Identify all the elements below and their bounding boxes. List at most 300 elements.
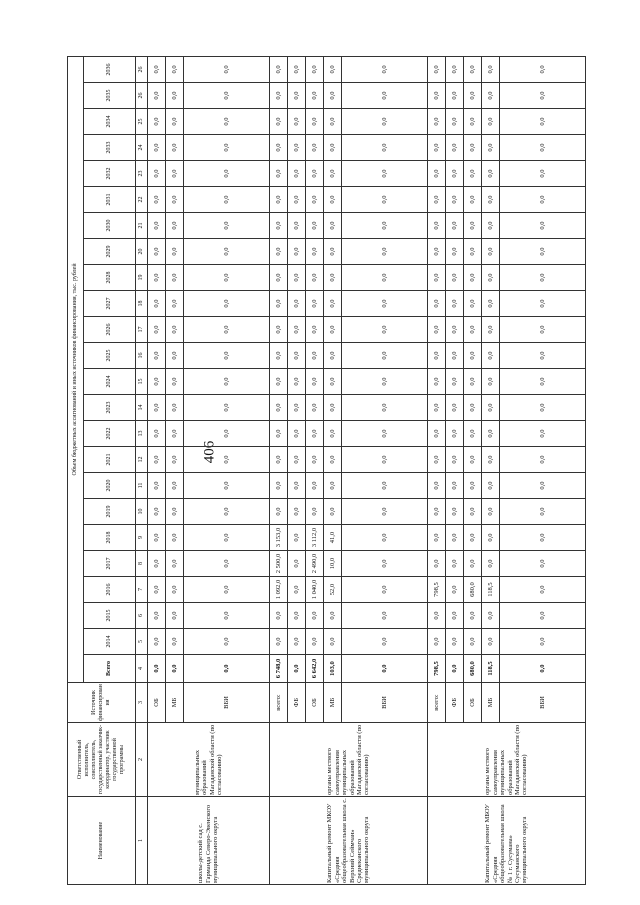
row-value: 0,0 xyxy=(306,213,324,239)
row-value: 0,0 xyxy=(166,239,184,265)
row-value: 2 490,0 xyxy=(306,551,324,577)
row-value: 0,0 xyxy=(184,56,270,82)
header-column-number: 6 xyxy=(136,603,148,629)
row-total: 680,0 xyxy=(464,655,482,683)
row-value: 3 112,0 xyxy=(306,525,324,551)
header-year: 2032 xyxy=(84,161,136,187)
row-value: 0,0 xyxy=(446,447,464,473)
row-value: 0,0 xyxy=(428,187,446,213)
row-value: 0,0 xyxy=(184,577,270,603)
header-column-number: 17 xyxy=(136,317,148,343)
row-value: 0,0 xyxy=(166,343,184,369)
row-value: 0,0 xyxy=(184,629,270,655)
row-value: 0,0 xyxy=(148,135,166,161)
row-value: 0,0 xyxy=(464,369,482,395)
row-value: 0,0 xyxy=(288,447,306,473)
row-value: 0,0 xyxy=(324,395,342,421)
header-year: 2029 xyxy=(84,239,136,265)
row-value: 0,0 xyxy=(446,56,464,82)
row-value: 0,0 xyxy=(500,369,586,395)
row-value: 0,0 xyxy=(428,291,446,317)
header-year: 2033 xyxy=(84,135,136,161)
row-value: 0,0 xyxy=(306,603,324,629)
row-value: 0,0 xyxy=(306,291,324,317)
row-value: 0,0 xyxy=(288,629,306,655)
header-total: Всего xyxy=(84,655,136,683)
row-value: 0,0 xyxy=(482,317,500,343)
row-value: 0,0 xyxy=(148,629,166,655)
row-value: 0,0 xyxy=(270,395,288,421)
row-value: 0,0 xyxy=(500,447,586,473)
row-value: 0,0 xyxy=(184,603,270,629)
row-value: 0,0 xyxy=(342,213,428,239)
row-value: 0,0 xyxy=(500,603,586,629)
row-source: ОБ xyxy=(306,683,324,723)
row-value: 0,0 xyxy=(428,213,446,239)
header-column-number: 4 xyxy=(136,655,148,683)
row-value: 0,0 xyxy=(464,343,482,369)
row-value: 0,0 xyxy=(428,109,446,135)
row-value: 0,0 xyxy=(342,473,428,499)
page-number: 406 xyxy=(201,440,218,464)
header-year: 2028 xyxy=(84,265,136,291)
row-value: 0,0 xyxy=(270,135,288,161)
row-value: 0,0 xyxy=(500,161,586,187)
row-value: 0,0 xyxy=(324,317,342,343)
financing-table xyxy=(67,56,586,885)
row-value: 0,0 xyxy=(446,395,464,421)
row-value: 0,0 xyxy=(288,603,306,629)
row-value: 0,0 xyxy=(500,56,586,82)
row-value: 0,0 xyxy=(288,499,306,525)
row-value: 0,0 xyxy=(288,473,306,499)
row-value: 0,0 xyxy=(464,239,482,265)
row-value: 0,0 xyxy=(500,629,586,655)
row-value: 0,0 xyxy=(184,369,270,395)
header-column-number: 2 xyxy=(136,723,148,797)
row-value: 0,0 xyxy=(306,109,324,135)
header-year: 2026 xyxy=(84,317,136,343)
row-value: 0,0 xyxy=(482,161,500,187)
row-responsible: муниципальных образований Магаданской области (по согласованию) xyxy=(148,723,270,797)
row-value: 0,0 xyxy=(342,499,428,525)
row-value: 0,0 xyxy=(270,369,288,395)
row-value: 0,0 xyxy=(464,161,482,187)
row-value: 0,0 xyxy=(342,135,428,161)
row-value: 0,0 xyxy=(324,265,342,291)
row-value: 0,0 xyxy=(288,187,306,213)
row-value: 0,0 xyxy=(306,421,324,447)
row-name: школы-детский сад с. Гарманда Северо-Эвенского муниципального округа xyxy=(148,797,270,885)
row-total: 0,0 xyxy=(446,655,464,683)
header-year: 2023 xyxy=(84,395,136,421)
row-value: 0,0 xyxy=(324,56,342,82)
row-value: 0,0 xyxy=(464,473,482,499)
row-value: 0,0 xyxy=(184,343,270,369)
row-value: 0,0 xyxy=(500,395,586,421)
header-responsible: Ответственный исполнитель, соисполнитель, государственный заказчик-координатор, участник государственной программы xyxy=(68,723,136,797)
header-column-number: 3 xyxy=(136,683,148,723)
header-year: 2021 xyxy=(84,447,136,473)
row-value: 0,0 xyxy=(482,421,500,447)
row-value: 0,0 xyxy=(428,83,446,109)
row-value: 0,0 xyxy=(324,603,342,629)
row-value: 0,0 xyxy=(482,56,500,82)
row-value: 0,0 xyxy=(428,395,446,421)
row-total: 6 748,0 xyxy=(270,655,288,683)
row-value: 0,0 xyxy=(148,213,166,239)
row-value: 0,0 xyxy=(446,291,464,317)
row-value: 0,0 xyxy=(446,187,464,213)
row-value: 0,0 xyxy=(500,473,586,499)
row-value: 0,0 xyxy=(148,161,166,187)
row-source: всего: xyxy=(428,683,446,723)
header-year: 2019 xyxy=(84,499,136,525)
row-value: 0,0 xyxy=(148,265,166,291)
row-value: 0,0 xyxy=(500,551,586,577)
row-value: 0,0 xyxy=(184,395,270,421)
row-value: 0,0 xyxy=(148,499,166,525)
row-value: 0,0 xyxy=(446,473,464,499)
row-value: 0,0 xyxy=(482,109,500,135)
row-value: 0,0 xyxy=(148,577,166,603)
row-value: 0,0 xyxy=(166,109,184,135)
row-value: 0,0 xyxy=(306,239,324,265)
row-value: 0,0 xyxy=(500,109,586,135)
row-value: 0,0 xyxy=(166,395,184,421)
row-value: 0,0 xyxy=(306,447,324,473)
row-value: 0,0 xyxy=(166,187,184,213)
row-value: 0,0 xyxy=(342,395,428,421)
row-value: 680,0 xyxy=(464,577,482,603)
row-value: 0,0 xyxy=(482,187,500,213)
header-year: 2014 xyxy=(84,629,136,655)
row-value: 0,0 xyxy=(446,135,464,161)
row-name: Капитальный ремонт МКОУ «Средняя общеобразовательная школа с. Верхний Сеймчан» Среднеканского муниципального округа xyxy=(270,797,428,885)
row-value: 0,0 xyxy=(342,421,428,447)
row-value: 0,0 xyxy=(342,603,428,629)
row-value: 0,0 xyxy=(148,239,166,265)
header-year: 2036 xyxy=(84,56,136,82)
row-value: 0,0 xyxy=(288,551,306,577)
header-column-number: 25 xyxy=(136,109,148,135)
row-value: 0,0 xyxy=(288,291,306,317)
row-value: 0,0 xyxy=(446,343,464,369)
row-value: 0,0 xyxy=(482,343,500,369)
row-value: 0,0 xyxy=(184,161,270,187)
row-value: 0,0 xyxy=(464,135,482,161)
row-total: 6 642,0 xyxy=(306,655,324,683)
table-row xyxy=(270,56,288,884)
row-total: 0,0 xyxy=(166,655,184,683)
row-value: 0,0 xyxy=(306,265,324,291)
row-value: 0,0 xyxy=(148,343,166,369)
row-value: 0,0 xyxy=(306,343,324,369)
row-value: 0,0 xyxy=(166,525,184,551)
row-value: 0,0 xyxy=(482,395,500,421)
row-value: 0,0 xyxy=(270,629,288,655)
row-value: 0,0 xyxy=(324,161,342,187)
header-column-number: 18 xyxy=(136,291,148,317)
row-value: 0,0 xyxy=(446,161,464,187)
row-value: 0,0 xyxy=(270,473,288,499)
row-value: 0,0 xyxy=(148,395,166,421)
header-year: 2022 xyxy=(84,421,136,447)
row-value: 0,0 xyxy=(166,499,184,525)
row-value: 0,0 xyxy=(306,83,324,109)
row-value: 798,5 xyxy=(428,577,446,603)
row-value: 0,0 xyxy=(306,395,324,421)
row-value: 0,0 xyxy=(446,525,464,551)
row-value: 0,0 xyxy=(184,317,270,343)
row-value: 0,0 xyxy=(148,421,166,447)
row-value: 0,0 xyxy=(342,629,428,655)
row-value: 0,0 xyxy=(446,551,464,577)
row-value: 0,0 xyxy=(270,213,288,239)
rotated-table-area xyxy=(67,61,546,885)
row-value: 0,0 xyxy=(288,109,306,135)
row-source: ОБ xyxy=(148,683,166,723)
row-value: 0,0 xyxy=(446,109,464,135)
row-value: 0,0 xyxy=(428,447,446,473)
row-value: 0,0 xyxy=(500,135,586,161)
row-value: 0,0 xyxy=(166,447,184,473)
header-year: 2034 xyxy=(84,109,136,135)
row-value: 0,0 xyxy=(288,83,306,109)
row-value: 0,0 xyxy=(482,369,500,395)
row-value: 0,0 xyxy=(482,265,500,291)
row-value: 0,0 xyxy=(306,187,324,213)
row-value: 118,5 xyxy=(482,577,500,603)
row-value: 0,0 xyxy=(148,83,166,109)
row-value: 0,0 xyxy=(446,239,464,265)
row-value: 0,0 xyxy=(342,187,428,213)
row-value: 0,0 xyxy=(324,499,342,525)
row-source: ОБ xyxy=(464,683,482,723)
row-value: 0,0 xyxy=(464,56,482,82)
row-value: 0,0 xyxy=(482,499,500,525)
row-value: 0,0 xyxy=(270,317,288,343)
row-value: 52,0 xyxy=(324,577,342,603)
header-column-number: 12 xyxy=(136,447,148,473)
row-value: 0,0 xyxy=(148,551,166,577)
row-value: 0,0 xyxy=(270,187,288,213)
header-column-number: 16 xyxy=(136,343,148,369)
row-value: 0,0 xyxy=(428,525,446,551)
row-value: 0,0 xyxy=(270,421,288,447)
row-value: 0,0 xyxy=(446,369,464,395)
row-source: МБ xyxy=(166,683,184,723)
row-value: 0,0 xyxy=(342,56,428,82)
header-column-number: 10 xyxy=(136,499,148,525)
row-value: 0,0 xyxy=(166,369,184,395)
row-value: 0,0 xyxy=(482,291,500,317)
row-value: 0,0 xyxy=(270,161,288,187)
row-value: 0,0 xyxy=(500,421,586,447)
row-value: 0,0 xyxy=(166,603,184,629)
row-value: 0,0 xyxy=(324,187,342,213)
row-total: 0,0 xyxy=(342,655,428,683)
row-value: 0,0 xyxy=(500,317,586,343)
row-value: 0,0 xyxy=(428,161,446,187)
row-value: 0,0 xyxy=(482,525,500,551)
header-year: 2030 xyxy=(84,213,136,239)
header-year: 2027 xyxy=(84,291,136,317)
row-value: 0,0 xyxy=(288,525,306,551)
row-value: 0,0 xyxy=(342,447,428,473)
row-value: 0,0 xyxy=(342,317,428,343)
row-value: 0,0 xyxy=(446,577,464,603)
row-value: 0,0 xyxy=(148,291,166,317)
row-value: 0,0 xyxy=(428,343,446,369)
row-value: 0,0 xyxy=(166,551,184,577)
row-value: 0,0 xyxy=(306,499,324,525)
row-value: 2 500,0 xyxy=(270,551,288,577)
row-value: 0,0 xyxy=(148,56,166,82)
row-value: 0,0 xyxy=(482,551,500,577)
row-value: 0,0 xyxy=(288,161,306,187)
row-value: 0,0 xyxy=(446,499,464,525)
row-value: 0,0 xyxy=(464,265,482,291)
row-name: Капитальный ремонт МБОУ «Средняя общеобразовательная школа № 1 г. Сусумана» Сусуманского муниципального округа xyxy=(428,797,586,885)
row-value: 0,0 xyxy=(184,291,270,317)
row-value: 0,0 xyxy=(324,421,342,447)
row-value: 0,0 xyxy=(270,83,288,109)
row-value: 0,0 xyxy=(184,109,270,135)
row-total: 0,0 xyxy=(148,655,166,683)
row-value: 0,0 xyxy=(500,343,586,369)
row-value: 0,0 xyxy=(166,473,184,499)
row-value: 0,0 xyxy=(500,291,586,317)
row-total: 0,0 xyxy=(500,655,586,683)
row-value: 0,0 xyxy=(184,421,270,447)
row-value: 0,0 xyxy=(166,421,184,447)
row-value: 0,0 xyxy=(166,83,184,109)
row-value: 0,0 xyxy=(324,239,342,265)
row-value: 0,0 xyxy=(500,239,586,265)
header-column-number: 14 xyxy=(136,395,148,421)
row-value: 0,0 xyxy=(464,629,482,655)
row-value: 0,0 xyxy=(428,239,446,265)
row-value: 0,0 xyxy=(288,369,306,395)
header-year: 2017 xyxy=(84,551,136,577)
row-value: 0,0 xyxy=(184,265,270,291)
row-value: 0,0 xyxy=(288,213,306,239)
row-value: 0,0 xyxy=(184,135,270,161)
row-value: 0,0 xyxy=(324,213,342,239)
row-value: 0,0 xyxy=(342,239,428,265)
row-value: 0,0 xyxy=(166,629,184,655)
row-value: 0,0 xyxy=(288,577,306,603)
row-value: 0,0 xyxy=(184,525,270,551)
row-value: 0,0 xyxy=(464,551,482,577)
row-value: 0,0 xyxy=(482,603,500,629)
row-value: 0,0 xyxy=(446,213,464,239)
row-value: 0,0 xyxy=(446,603,464,629)
row-value: 0,0 xyxy=(428,603,446,629)
row-value: 0,0 xyxy=(482,239,500,265)
row-value: 0,0 xyxy=(306,56,324,82)
header-year: 2024 xyxy=(84,369,136,395)
row-value: 0,0 xyxy=(166,213,184,239)
row-value: 0,0 xyxy=(288,343,306,369)
row-value: 0,0 xyxy=(306,473,324,499)
row-value: 0,0 xyxy=(428,629,446,655)
row-value: 0,0 xyxy=(446,421,464,447)
row-value: 0,0 xyxy=(148,369,166,395)
row-value: 0,0 xyxy=(500,525,586,551)
row-value: 0,0 xyxy=(464,317,482,343)
header-column-number: 15 xyxy=(136,369,148,395)
row-value: 0,0 xyxy=(306,135,324,161)
row-value: 0,0 xyxy=(464,603,482,629)
row-source: МБ xyxy=(324,683,342,723)
row-value: 0,0 xyxy=(270,56,288,82)
row-value: 0,0 xyxy=(342,343,428,369)
row-value: 0,0 xyxy=(270,343,288,369)
row-source: ВБИ xyxy=(184,683,270,723)
header-year: 2031 xyxy=(84,187,136,213)
row-value: 0,0 xyxy=(324,343,342,369)
row-value: 0,0 xyxy=(342,551,428,577)
header-column-number: 11 xyxy=(136,473,148,499)
row-value: 0,0 xyxy=(464,421,482,447)
row-value: 0,0 xyxy=(500,265,586,291)
row-value: 0,0 xyxy=(184,187,270,213)
row-value: 41,0 xyxy=(324,525,342,551)
header-column-number: 19 xyxy=(136,265,148,291)
header-year: 2018 xyxy=(84,525,136,551)
row-value: 0,0 xyxy=(306,161,324,187)
row-value: 0,0 xyxy=(500,499,586,525)
header-year: 2025 xyxy=(84,343,136,369)
row-value: 0,0 xyxy=(270,239,288,265)
row-value: 0,0 xyxy=(464,291,482,317)
row-value: 0,0 xyxy=(324,291,342,317)
row-value: 0,0 xyxy=(342,109,428,135)
row-value: 0,0 xyxy=(166,577,184,603)
header-column-number: 26 xyxy=(136,56,148,82)
header-column-number: 13 xyxy=(136,421,148,447)
header-column-number: 8 xyxy=(136,551,148,577)
row-value: 0,0 xyxy=(324,135,342,161)
row-value: 0,0 xyxy=(342,161,428,187)
row-responsible: органы местного самоуправления муниципальных образований Магаданской области (по согласованию) xyxy=(428,723,586,797)
row-value: 0,0 xyxy=(428,56,446,82)
header-column-number: 22 xyxy=(136,187,148,213)
row-value: 0,0 xyxy=(482,213,500,239)
header-source: Источник финансирования xyxy=(68,683,136,723)
row-value: 0,0 xyxy=(306,317,324,343)
header-year: 2020 xyxy=(84,473,136,499)
row-value: 1 040,0 xyxy=(306,577,324,603)
row-source: ВБИ xyxy=(342,683,428,723)
row-value: 0,0 xyxy=(288,265,306,291)
row-value: 0,0 xyxy=(428,317,446,343)
header-column-number: 21 xyxy=(136,213,148,239)
row-value: 0,0 xyxy=(288,421,306,447)
row-value: 0,0 xyxy=(482,135,500,161)
header-column-number: 26 xyxy=(136,83,148,109)
row-value: 0,0 xyxy=(500,83,586,109)
row-value: 0,0 xyxy=(464,83,482,109)
row-value: 0,0 xyxy=(288,135,306,161)
row-value: 0,0 xyxy=(184,499,270,525)
header-year: 2016 xyxy=(84,577,136,603)
row-value: 0,0 xyxy=(428,421,446,447)
row-value: 0,0 xyxy=(148,317,166,343)
row-total: 0,0 xyxy=(288,655,306,683)
